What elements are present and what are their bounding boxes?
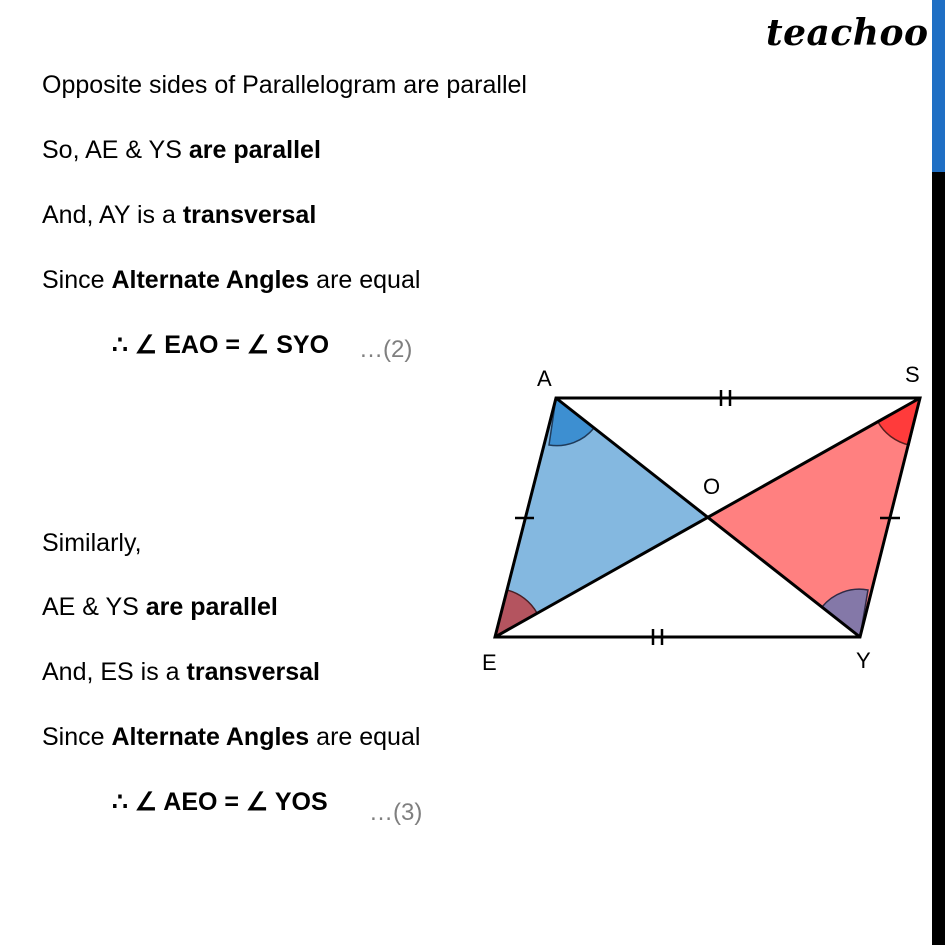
line-4-bold: Alternate Angles [111,266,310,294]
reference-3: …(3) [369,799,423,826]
line-3-text: And, AY is a [42,201,183,229]
text-line-7 [42,592,278,622]
parallelogram-figure [470,355,930,685]
line-2-text: So, AE & YS [42,136,189,164]
equation-2-text: ∴ ∠ AEO = ∠ YOS [112,788,328,816]
text-line-6 [42,528,142,558]
reference-2: …(2) [359,336,413,363]
line-2-bold: are parallel [188,136,321,164]
label-e: E [482,650,497,675]
teachoo-logo: teachoo [766,12,929,54]
line-7-bold: are parallel [145,593,278,621]
text-line-4 [42,265,420,295]
label-o: O [703,474,721,499]
line-6-text: Similarly, [42,529,142,557]
text-line-2 [42,135,321,165]
equation-eao-syo [112,330,329,360]
line-8-text: And, ES is a [42,658,187,686]
text-line-9 [42,722,420,752]
line-4-text: Since [42,266,112,294]
label-s: S [905,362,920,387]
equation-aeo-yos [112,787,328,817]
scrollbar-thumb[interactable] [932,0,945,172]
line-8-bold: transversal [186,658,320,686]
line-9-text: Since [42,723,112,751]
line-9-bold: Alternate Angles [111,723,310,751]
equation-1-text: ∴ ∠ EAO = ∠ SYO [112,331,330,359]
line-3-bold: transversal [182,201,317,229]
line-7-text: AE & YS [42,593,146,621]
line-4-tail: are equal [309,266,421,294]
line-9-tail: are equal [309,723,421,751]
line-1-text: Opposite sides of Parallelogram are parallel [42,71,527,99]
label-y: Y [856,648,871,673]
label-a: A [537,366,552,391]
text-line-8 [42,657,320,687]
text-line-3 [42,200,316,230]
text-line-1 [42,70,527,100]
